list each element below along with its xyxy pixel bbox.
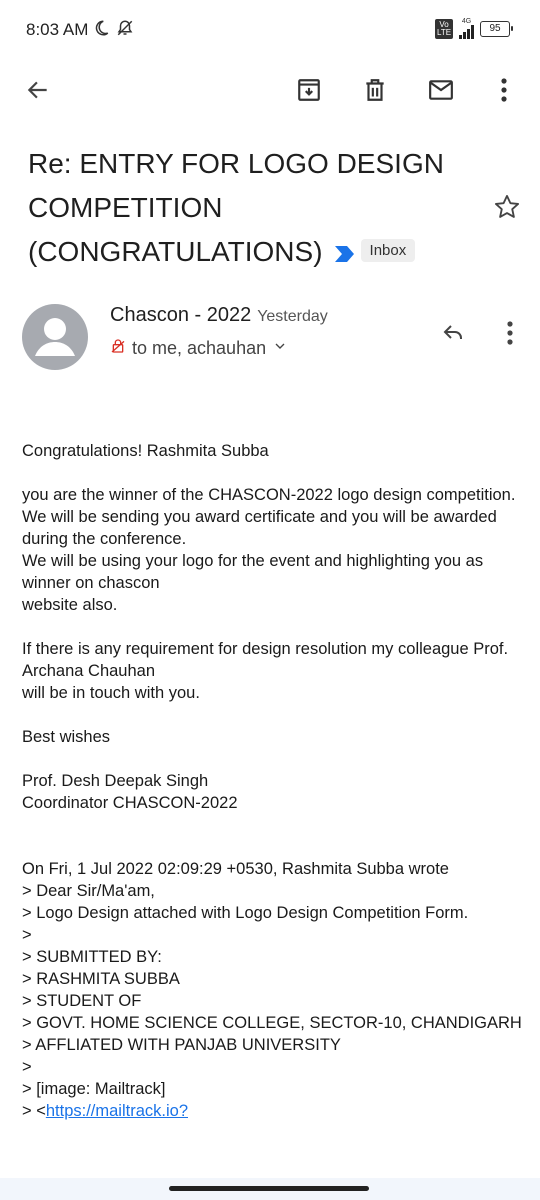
- quote-line: > SUBMITTED BY:: [22, 948, 162, 966]
- archive-icon[interactable]: [291, 72, 327, 108]
- reply-icon[interactable]: [436, 316, 470, 350]
- sender-name: Chascon - 2022: [110, 304, 252, 326]
- email-body: [22, 440, 522, 1175]
- signal-icon: [459, 18, 474, 39]
- body-line: We will be using your logo for the event and highlighting you as winner on chascon: [22, 552, 484, 592]
- quote-line: > Dear Sir/Ma'am,: [22, 882, 155, 900]
- quote-line: > STUDENT OF: [22, 992, 142, 1010]
- volte-icon: Vo LTE: [437, 19, 452, 37]
- quote-line: > GOVT. HOME SCIENCE COLLEGE, SECTOR-10, CHANDIGARH: [22, 1014, 522, 1032]
- mark-unread-icon[interactable]: [423, 72, 459, 108]
- quote-line: > [image: Mailtrack]: [22, 1080, 166, 1098]
- body-line: We will be sending you award certificate and you will be awarded during the conference.: [22, 508, 497, 548]
- mailtrack-link[interactable]: https://mailtrack.io?: [45, 1102, 188, 1120]
- star-icon[interactable]: [490, 190, 524, 224]
- quote-header: On Fri, 1 Jul 2022 02:09:29 +0530, Rashmita Subba wrote: [22, 860, 449, 878]
- more-vert-icon[interactable]: [486, 72, 522, 108]
- email-subject: [28, 142, 468, 276]
- recipients-toggle[interactable]: [110, 338, 288, 359]
- delete-icon[interactable]: [357, 72, 393, 108]
- message-more-icon[interactable]: [496, 316, 524, 350]
- quote-link-prefix: > <: [22, 1102, 46, 1120]
- quote-line: > AFFLIATED WITH PANJAB UNIVERSITY: [22, 1036, 341, 1054]
- network-type: 4G: [461, 18, 472, 25]
- not-encrypted-icon: [110, 338, 126, 359]
- body-closing: Best wishes: [22, 728, 111, 746]
- back-arrow-icon[interactable]: [20, 72, 56, 108]
- status-bar: [0, 0, 540, 60]
- sender-row[interactable]: [110, 304, 328, 327]
- body-line: will be in touch with you.: [22, 684, 200, 702]
- do-not-disturb-icon: [92, 19, 110, 42]
- body-greeting: Congratulations! Rashmita Subba: [22, 442, 269, 460]
- quote-line: > RASHMITA SUBBA: [22, 970, 180, 988]
- inbox-label-chip[interactable]: Inbox: [361, 239, 416, 262]
- quote-line: >: [22, 926, 32, 944]
- signature-line: Prof. Desh Deepak Singh: [22, 772, 209, 790]
- battery-icon: 95: [480, 21, 510, 37]
- body-line: If there is any requirement for design resolution my colleague Prof. Archana Chauhan: [22, 640, 509, 680]
- sender-avatar[interactable]: [22, 304, 88, 370]
- toolbar: [0, 60, 540, 120]
- recipients-text: to me, achauhan: [132, 338, 267, 358]
- quote-link-line: [22, 1100, 522, 1122]
- signature-line: Coordinator CHASCON-2022: [22, 794, 238, 812]
- notifications-off-icon: [116, 19, 134, 42]
- quote-line: >: [22, 1058, 32, 1076]
- quote-line: > Logo Design attached with Logo Design Competition Form.: [22, 904, 469, 922]
- chevron-down-icon: [272, 338, 288, 359]
- important-marker-icon[interactable]: [333, 232, 357, 276]
- subject-text: Re: ENTRY FOR LOGO DESIGN COMPETITION (CONGRATULATIONS): [28, 148, 444, 267]
- home-indicator[interactable]: [169, 1186, 369, 1191]
- body-line: website also.: [22, 596, 118, 614]
- email-date: Yesterday: [257, 308, 328, 325]
- body-line: you are the winner of the CHASCON-2022 logo design competition.: [22, 486, 516, 504]
- status-time: 8:03 AM: [26, 20, 89, 39]
